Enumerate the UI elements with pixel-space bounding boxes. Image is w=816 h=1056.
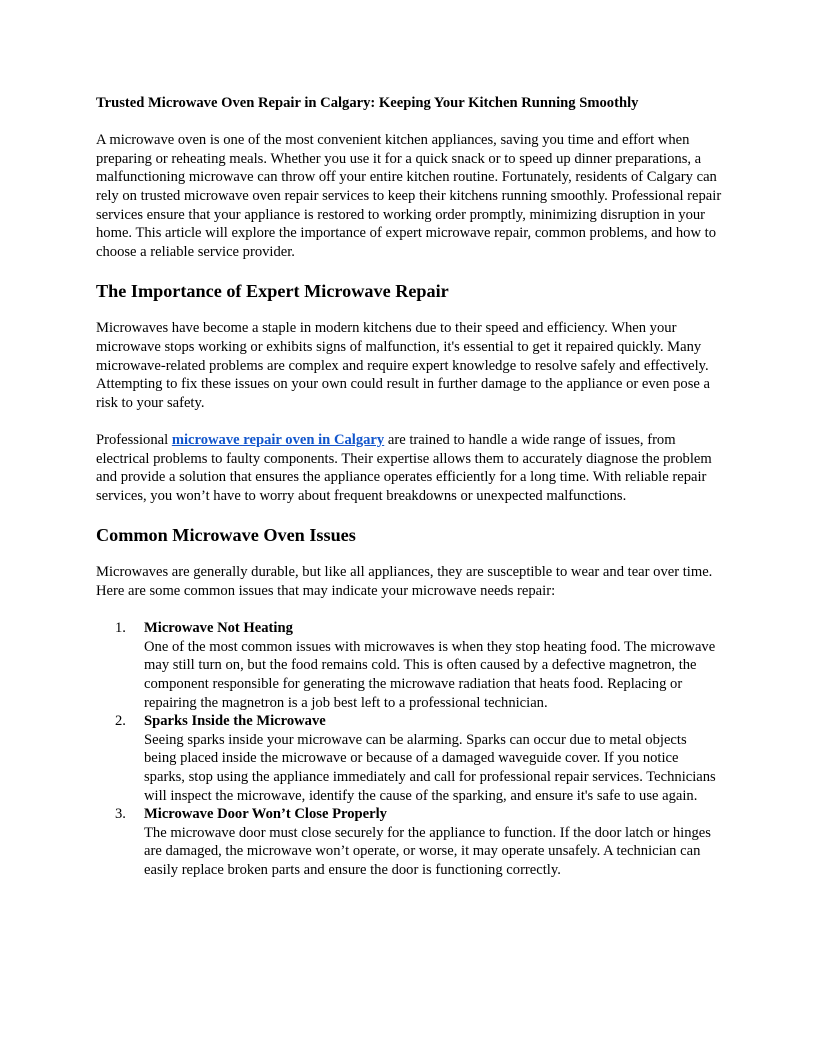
section-heading-common-issues: Common Microwave Oven Issues [96,524,356,545]
paragraph-text-after-link: are trained to handle a wide range of issues, from electrical problems to faulty components. Their expertise allows them to accurately diagnose the problem and provide a solution that ensures the appliance operates efficiently for a long time. With reliable repair services, you won’t have to worry about frequent breakdowns or unexpected malfunctions. [96,432,712,504]
list-item-number: 1. [115,620,126,637]
list-item-title: Sparks Inside the Microwave [144,713,326,730]
document-page [96,94,722,880]
section-heading-importance: The Importance of Expert Microwave Repair [96,280,449,301]
list-item-body: Seeing sparks inside your microwave can be alarming. Sparks can occur due to metal objects being placed inside the microwave or because of a damaged waveguide cover. If you notice sparks, stop using the appliance immediately and call for professional repair services. Technicians will inspect the microwave, identify the cause of the sparking, and ensure it's safe to use again. [144,731,716,804]
microwave-repair-link[interactable]: microwave repair oven in Calgary [171,432,385,448]
list-item-title: Microwave Not Heating [144,620,293,637]
list-item [115,712,722,805]
importance-paragraph-2 [96,431,722,505]
common-issues-intro: Microwaves are generally durable, but like all appliances, they are susceptible to wear and tear over time. Here are some common issues that may indicate your microwave needs repair: [96,564,713,600]
list-item-title: Microwave Door Won’t Close Properly [144,806,387,823]
list-item [115,805,722,879]
list-item-number: 3. [115,806,126,823]
list-item-body: The microwave door must close securely for the appliance to function. If the door latch or hinges are damaged, the microwave won’t operate, or worse, it may operate unsafely. A technician can easily replace broken parts and ensure the door is functioning correctly. [144,824,711,878]
importance-paragraph-1: Microwaves have become a staple in modern kitchens due to their speed and efficiency. When your microwave stops working or exhibits signs of malfunction, it's essential to get it repaired quickly. Many microwave-related problems are complex and require expert knowledge to resolve safely and effectively. Attempting to fix these issues on your own could result in further damage to the appliance or even pose a risk to your safety. [96,320,710,411]
intro-paragraph: A microwave oven is one of the most convenient kitchen appliances, saving you time and effort when preparing or reheating meals. Whether you use it for a quick snack or to speed up dinner preparations, a malfunctioning microwave can throw off your entire kitchen routine. Fortunately, residents of Calgary can rely on trusted microwave oven repair services to keep their kitchens running smoothly. Professional repair services ensure that your appliance is restored to working order promptly, minimizing disruption in your home. This article will explore the importance of expert microwave repair, common problems, and how to choose a reliable service provider. [96,132,722,260]
issues-list [96,619,722,879]
paragraph-text-before-link: Professional [96,432,172,448]
list-item [115,619,722,712]
document-title: Trusted Microwave Oven Repair in Calgary: Keeping Your Kitchen Running Smoothly [96,95,639,111]
list-item-body: One of the most common issues with microwaves is when they stop heating food. The microwave may still turn on, but the food remains cold. This is often caused by a defective magnetron, the component responsible for generating the microwave radiation that heats food. Replacing or repairing the magnetron is a job best left to a professional technician. [144,638,716,711]
list-item-number: 2. [115,713,126,730]
